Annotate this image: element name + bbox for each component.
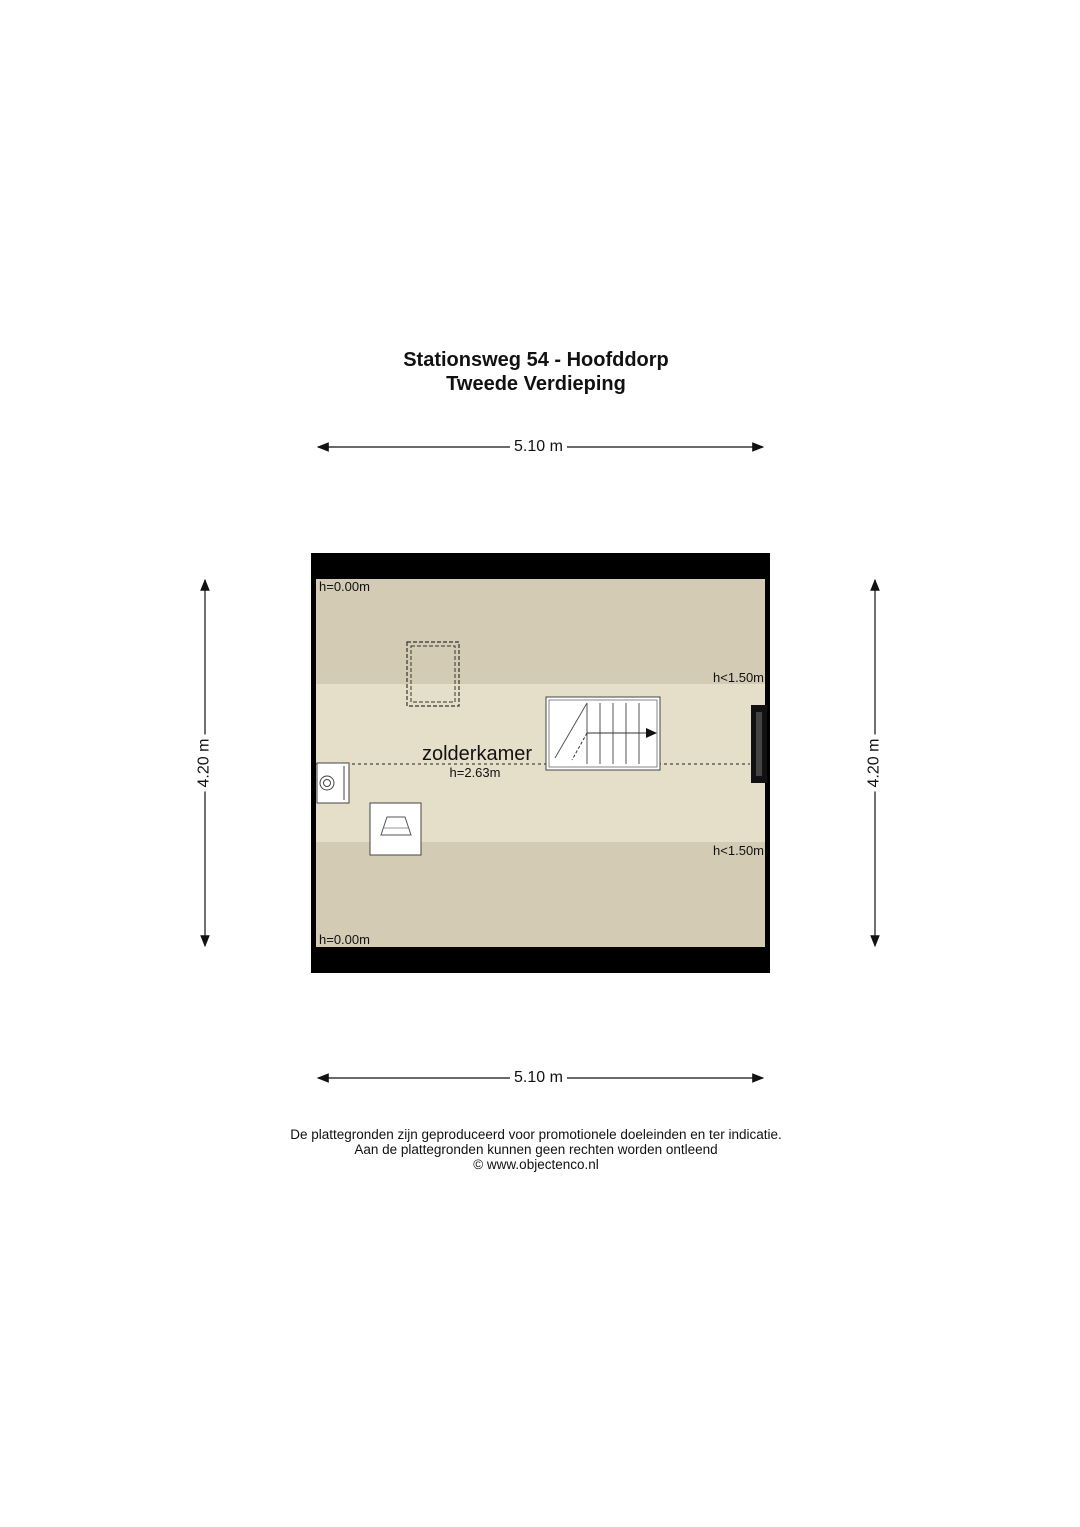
appliance (370, 803, 421, 855)
disclaimer-line-2: Aan de plattegronden kunnen geen rechten worden ontleend (354, 1142, 718, 1157)
bottom-width-label: 5.10 m (510, 1069, 567, 1087)
top-width-label: 5.10 m (510, 438, 567, 456)
boiler (317, 763, 349, 803)
height-marker-bottom-left: h=0.00m (319, 932, 370, 947)
low-ceiling-zone-top (316, 579, 765, 684)
right-height-label: 4.20 m (865, 735, 883, 792)
floor-title: Tweede Verdieping (446, 373, 626, 395)
low-ceiling-zone-bottom (316, 842, 765, 947)
window-right-inner (756, 712, 762, 776)
disclaimer (0, 1127, 1072, 1172)
room-name: zolderkamer (421, 743, 533, 765)
room-height: h=2.63m (449, 765, 501, 780)
height-marker-right-upper: h<1.50m (713, 670, 764, 685)
height-marker-top-left: h=0.00m (319, 579, 370, 594)
address-title: Stationsweg 54 - Hoofddorp (403, 349, 669, 371)
disclaimer-line-1: De plattegronden zijn geproduceerd voor promotionele doeleinden en ter indicatie. (290, 1127, 782, 1142)
staircase (546, 697, 660, 770)
copyright-link[interactable]: © www.objectenco.nl (473, 1157, 599, 1172)
height-marker-right-lower: h<1.50m (713, 843, 764, 858)
left-height-label: 4.20 m (195, 735, 213, 792)
